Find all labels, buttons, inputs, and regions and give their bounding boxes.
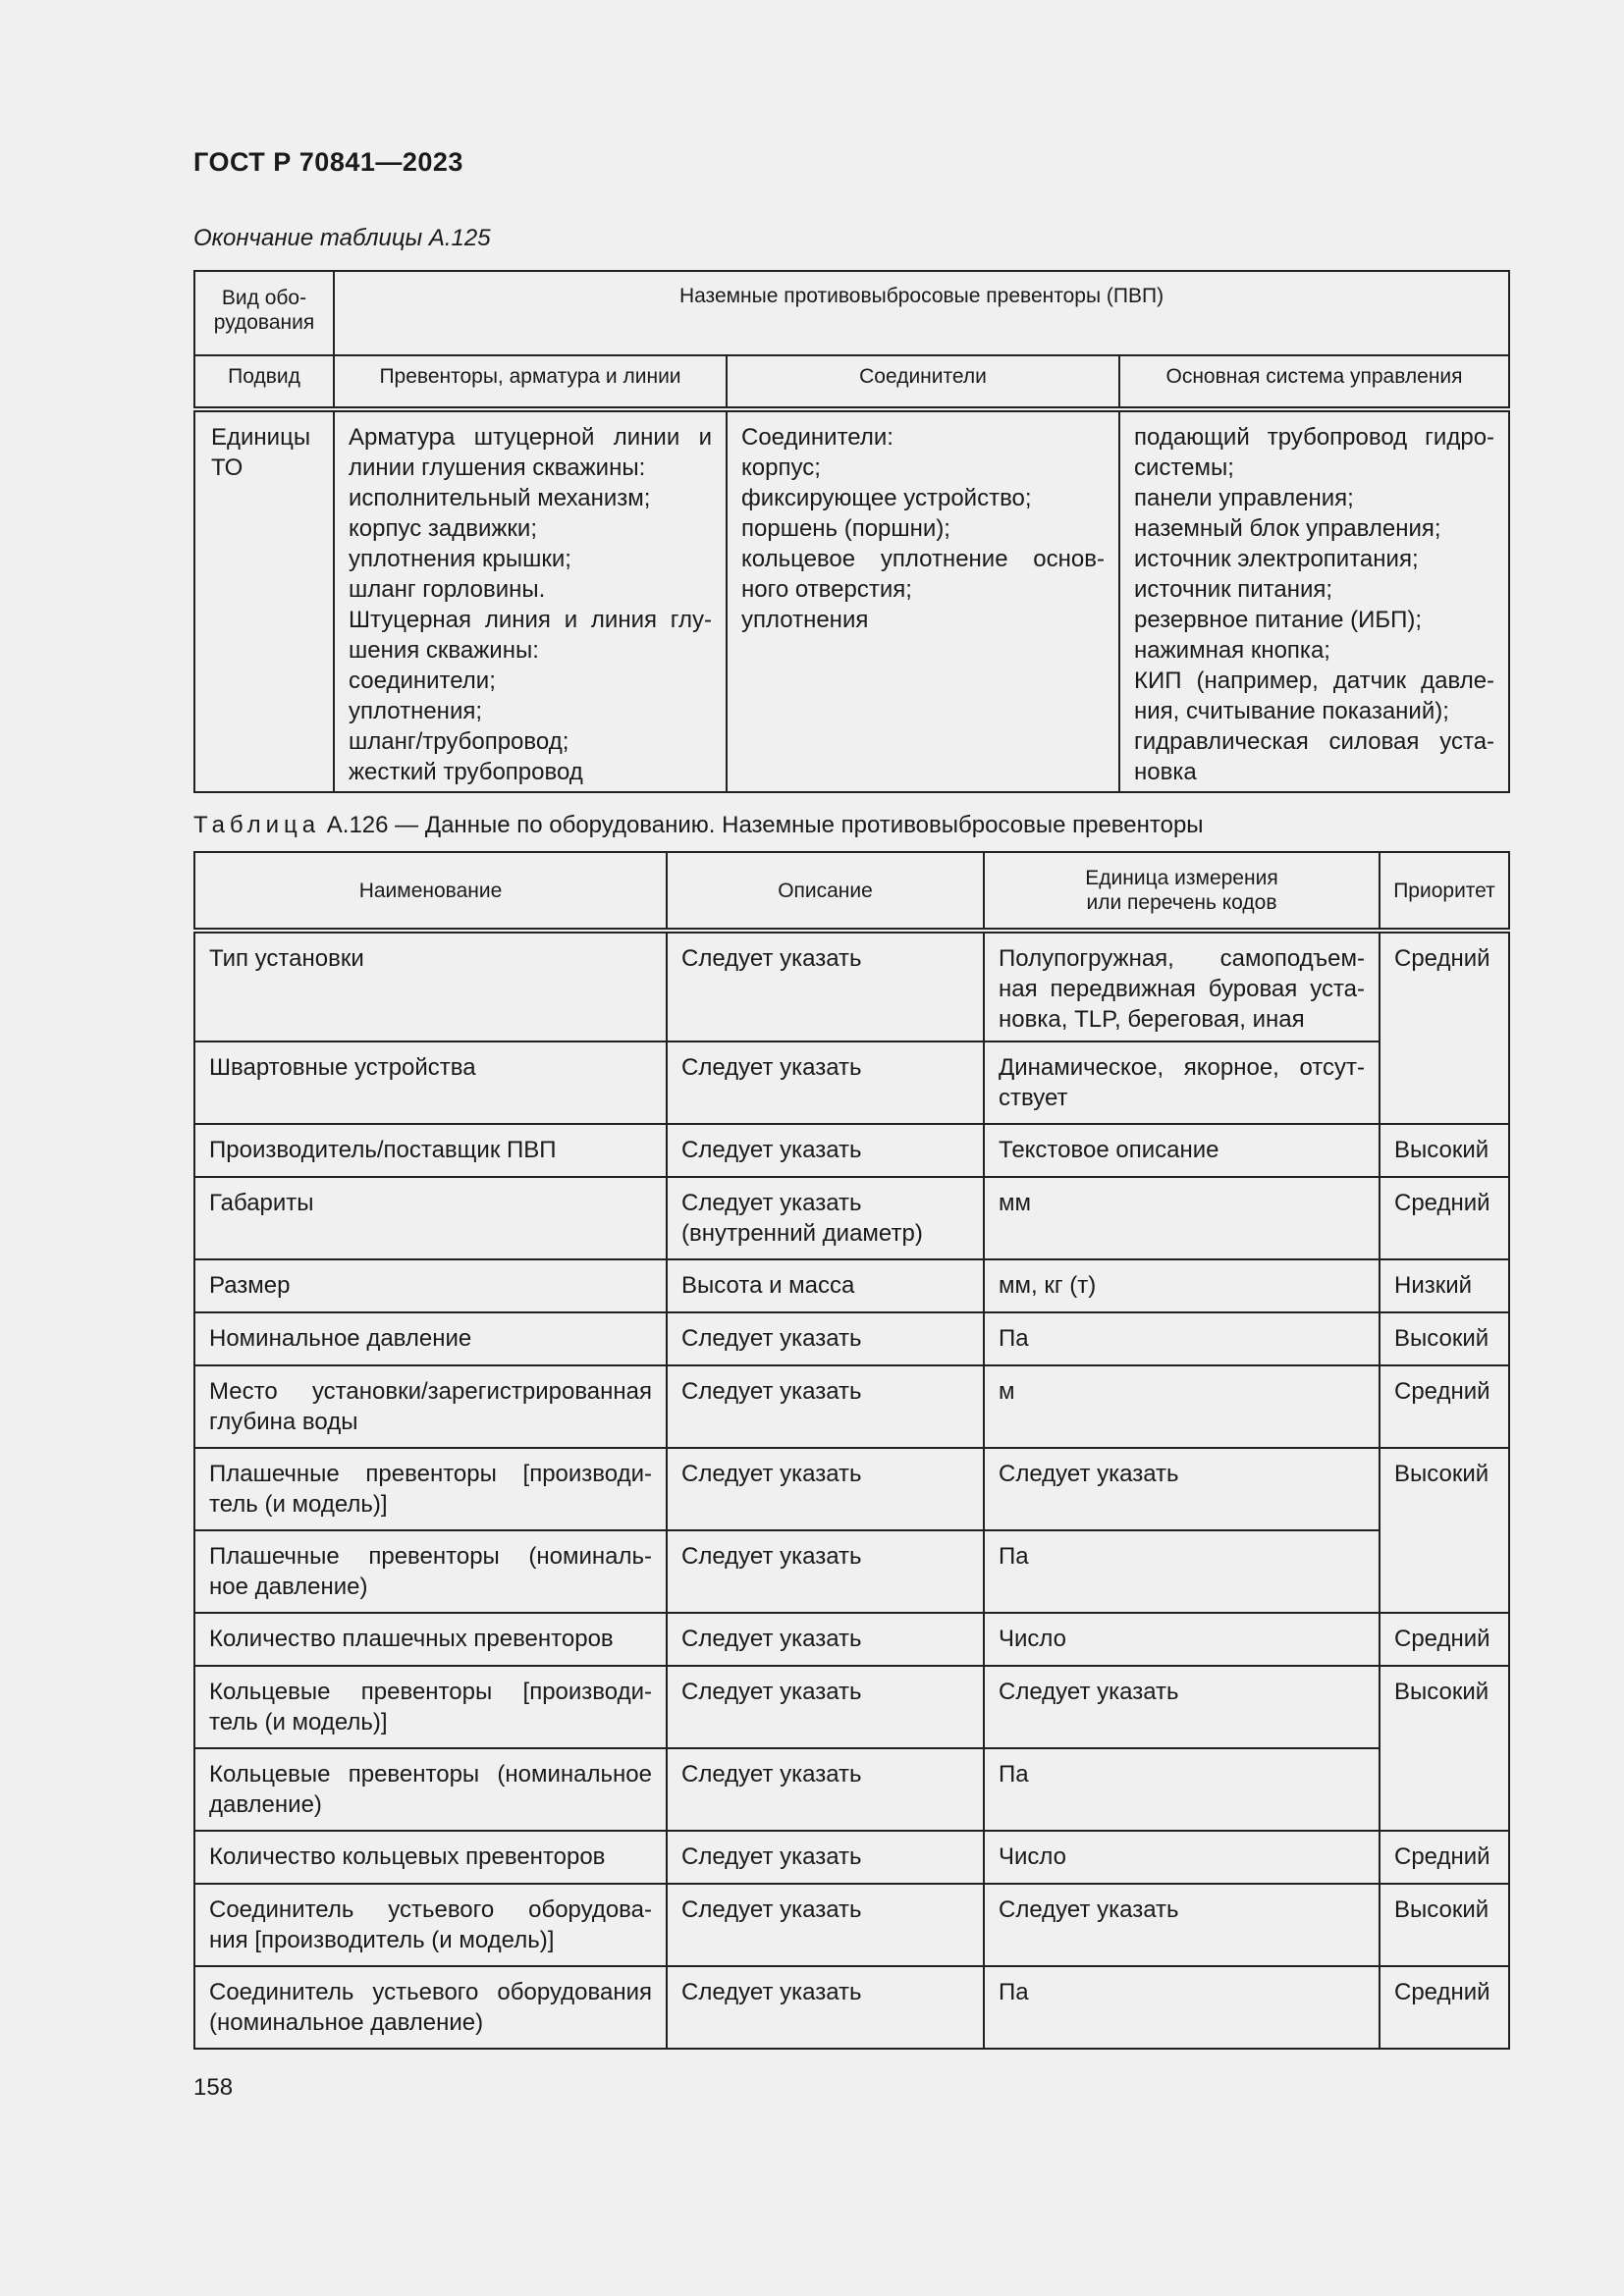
row-unit-cell: Число [984,1613,1380,1666]
row-priority-cell: Высокий [1380,1666,1509,1831]
row-name-cell: Плашечные превенторы [производи- тель (и модель)] [194,1448,667,1530]
row-unit-cell: Текстовое описание [984,1124,1380,1177]
row-name-cell: Кольцевые превенторы (номинальное давление) [194,1748,667,1831]
row-priority-cell: Средний [1380,1365,1509,1448]
row-priority-cell: Средний [1380,1177,1509,1259]
row-description-cell: Следует указать [667,1041,984,1124]
row-description-cell: Следует указать (внутренний диаметр) [667,1177,984,1259]
row-unit-cell: мм [984,1177,1380,1259]
row-priority-cell: Высокий [1380,1448,1509,1613]
row-unit-cell: Па [984,1312,1380,1365]
table-row [194,1748,1509,1831]
row-name-cell: Количество кольцевых превенторов [194,1831,667,1884]
row-unit-cell: Динамическое, якорное, отсут- ствует [984,1041,1380,1124]
row-unit-cell: Полупогружная, самоподъем- ная передвижная буровая уста- новка, TLP, береговая, иная [984,931,1380,1041]
row-name-cell: Габариты [194,1177,667,1259]
table-a126-caption: Таблица А.126 — Данные по оборудованию. Наземные противовыбросовые превенторы [193,812,1204,838]
row-description-cell: Следует указать [667,1613,984,1666]
table-row [194,1124,1509,1177]
row-unit-cell: Па [984,1966,1380,2049]
equipment-type-header: Вид обо- рудования [194,271,334,355]
document-code: ГОСТ Р 70841—2023 [193,147,463,177]
name-column-header: Наименование [194,852,667,931]
row-name-cell: Плашечные превенторы (номиналь- ное давление) [194,1530,667,1613]
table-row [194,1613,1509,1666]
row-unit-cell: мм, кг (т) [984,1259,1380,1312]
row-name-cell: Швартовные устройства [194,1041,667,1124]
row-unit-cell: Следует указать [984,1884,1380,1966]
row-name-cell: Размер [194,1259,667,1312]
table-row [194,1448,1509,1530]
table-row [194,1259,1509,1312]
subtype-preventers-header: Превенторы, арматура и линии [334,355,727,409]
row-name-cell: Количество плашечных превенторов [194,1613,667,1666]
row-name-cell: Номинальное давление [194,1312,667,1365]
table-row [194,1831,1509,1884]
row-unit-cell: Следует указать [984,1448,1380,1530]
control-system-items-cell: подающий трубопровод гидро- системы; панели управления; наземный блок управления; источник электропитания; источник питания; резервное питание (ИБП); нажимная кнопка; КИП (например, датчик давле- ния, считывание показаний); гидравлическая силовая уста- новка [1119,409,1509,792]
row-unit-cell: Следует указать [984,1666,1380,1748]
row-unit-cell: Число [984,1831,1380,1884]
table-row [194,1666,1509,1748]
table-row [194,1966,1509,2049]
table-row [194,931,1509,1041]
row-unit-cell: Па [984,1530,1380,1613]
row-unit-cell: м [984,1365,1380,1448]
row-description-cell: Следует указать [667,1666,984,1748]
table-row [194,1041,1509,1124]
table-row [194,1530,1509,1613]
row-description-cell: Следует указать [667,1748,984,1831]
row-description-cell: Следует указать [667,1530,984,1613]
row-priority-cell: Средний [1380,1831,1509,1884]
row-priority-cell: Низкий [1380,1259,1509,1312]
equipment-class-header: Наземные противовыбросовые превенторы (ПВП) [334,271,1509,355]
row-priority-cell: Средний [1380,931,1509,1124]
table-row [194,1365,1509,1448]
row-name-cell: Кольцевые превенторы [производи- тель (и модель)] [194,1666,667,1748]
row-description-cell: Следует указать [667,1365,984,1448]
row-name-cell: Соединитель устьевого оборудования (номинальное давление) [194,1966,667,2049]
table-a126 [193,851,1510,2050]
table-row [194,1884,1509,1966]
subtype-connectors-header: Соединители [727,355,1119,409]
row-description-cell: Следует указать [667,1966,984,2049]
table-a125-end [193,270,1510,793]
row-priority-cell: Высокий [1380,1884,1509,1966]
subtype-control-system-header: Основная система управления [1119,355,1509,409]
row-priority-cell: Средний [1380,1966,1509,2049]
table-a126-body [194,931,1509,2049]
row-description-cell: Следует указать [667,1124,984,1177]
subtype-header: Подвид [194,355,334,409]
row-name-cell: Тип установки [194,931,667,1041]
row-description-cell: Следует указать [667,931,984,1041]
preventers-items-cell: Арматура штуцерной линии и линии глушения скважины: исполнительный механизм; корпус задвижки; уплотнения крышки; шланг горловины. Штуцерная линия и линия глу- шения скважины: соединители; уплотнения; шланг/трубопровод; жесткий трубопровод [334,409,727,792]
table-row [194,1312,1509,1365]
priority-column-header: Приоритет [1380,852,1509,931]
row-description-cell: Следует указать [667,1448,984,1530]
row-priority-cell: Высокий [1380,1124,1509,1177]
row-description-cell: Следует указать [667,1884,984,1966]
row-unit-cell: Па [984,1748,1380,1831]
row-name-cell: Производитель/поставщик ПВП [194,1124,667,1177]
maintainable-items-label: Единицы ТО [194,409,334,792]
row-name-cell: Место установки/зарегистрированная глубина воды [194,1365,667,1448]
row-priority-cell: Высокий [1380,1312,1509,1365]
row-priority-cell: Средний [1380,1613,1509,1666]
connectors-items-cell: Соединители: корпус; фиксирующее устройство; поршень (поршни); кольцевое уплотнение основ- ного отверстия; уплотнения [727,409,1119,792]
row-description-cell: Следует указать [667,1831,984,1884]
unit-column-header: Единица измерения или перечень кодов [984,852,1380,931]
table-row [194,1177,1509,1259]
page-number: 158 [193,2074,234,2101]
table-continuation-caption: Окончание таблицы А.125 [193,225,491,251]
row-description-cell: Высота и масса [667,1259,984,1312]
description-column-header: Описание [667,852,984,931]
row-name-cell: Соединитель устьевого оборудова- ния [производитель (и модель)] [194,1884,667,1966]
row-description-cell: Следует указать [667,1312,984,1365]
